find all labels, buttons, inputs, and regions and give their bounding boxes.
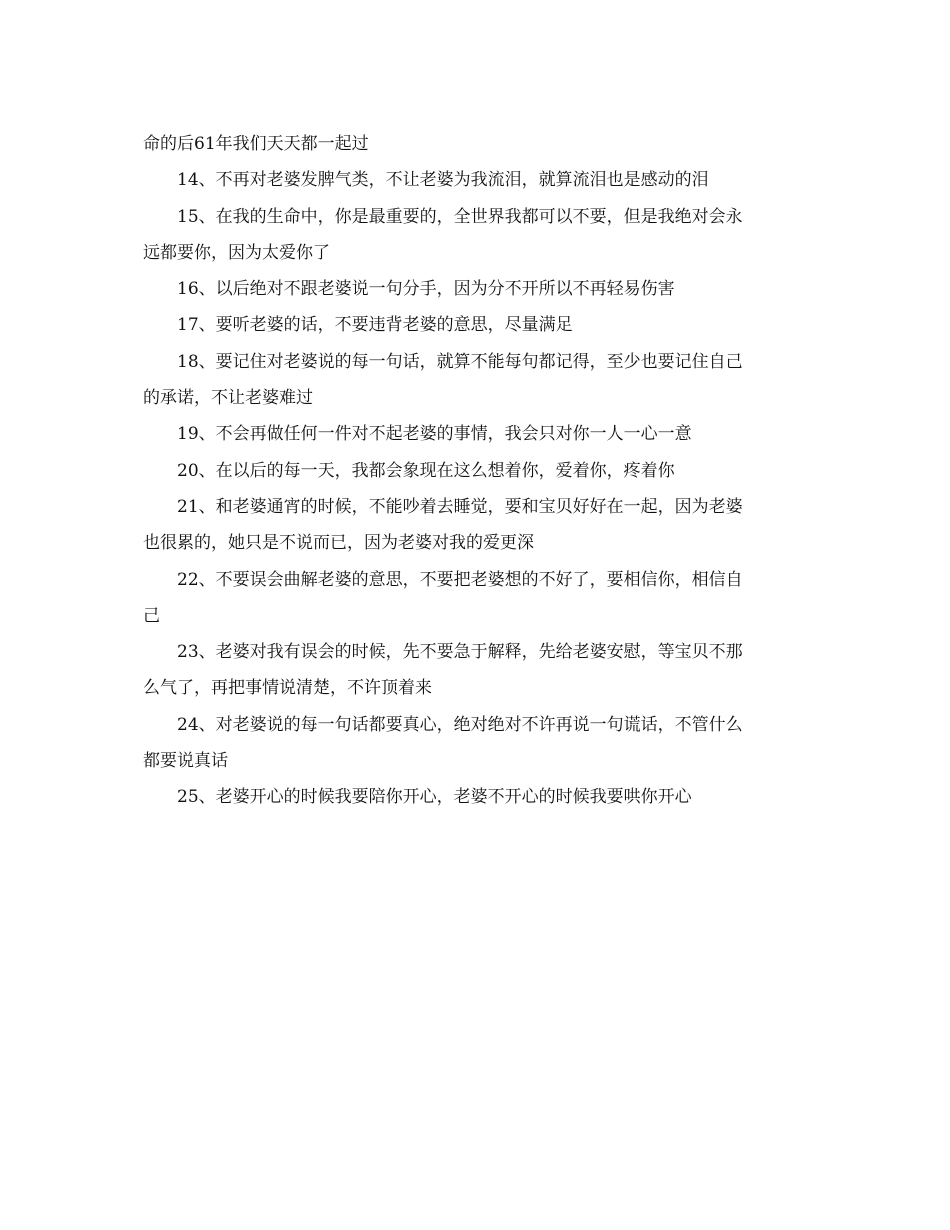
list-item-21-continued: 也很累的，她只是不说而已，因为老婆对我的爱更深 [143,533,534,554]
list-item-23-continued: 么气了，再把事情说清楚，不许顶着来 [143,678,432,699]
document-body [143,126,798,816]
list-item-24-continued: 都要说真话 [143,751,228,772]
list-item-18: 18、要记住对老婆说的每一句话，就算不能每句都记得，至少也要记住自己 [177,351,743,372]
list-item-25: 25、老婆开心的时候我要陪你开心，老婆不开心的时候我要哄你开心 [177,787,692,808]
list-item-15-continued: 远都要你，因为太爱你了 [143,242,330,263]
list-item-14: 14、不再对老婆发脾气类，不让老婆为我流泪，就算流泪也是感动的泪 [177,170,709,191]
list-item-21: 21、和老婆通宵的时候，不能吵着去睡觉，要和宝贝好好在一起，因为老婆 [177,496,743,517]
list-item-15: 15、在我的生命中，你是最重要的，全世界我都可以不要，但是我绝对会永 [177,206,743,227]
list-item-22: 22、不要误会曲解老婆的意思，不要把老婆想的不好了，要相信你，相信自 [177,569,743,590]
list-item-23: 23、老婆对我有误会的时候，先不要急于解释，先给老婆安慰，等宝贝不那 [177,642,743,663]
list-item-24: 24、对老婆说的每一句话都要真心，绝对绝对不许再说一句谎话，不管什么 [177,714,743,735]
list-item-17: 17、要听老婆的话，不要违背老婆的意思，尽量满足 [177,315,573,336]
list-item-16: 16、以后绝对不跟老婆说一句分手，因为分不开所以不再轻易伤害 [177,279,675,300]
list-item-22-continued: 己 [143,605,160,626]
list-item-18-continued: 的承诺，不让老婆难过 [143,388,313,409]
list-item-20: 20、在以后的每一天，我都会象现在这么想着你，爱着你，疼着你 [177,460,675,481]
text-line-continuation: 命的后61年我们天天都一起过 [143,134,369,154]
list-item-19: 19、不会再做任何一件对不起老婆的事情，我会只对你一人一心一意 [177,424,692,445]
